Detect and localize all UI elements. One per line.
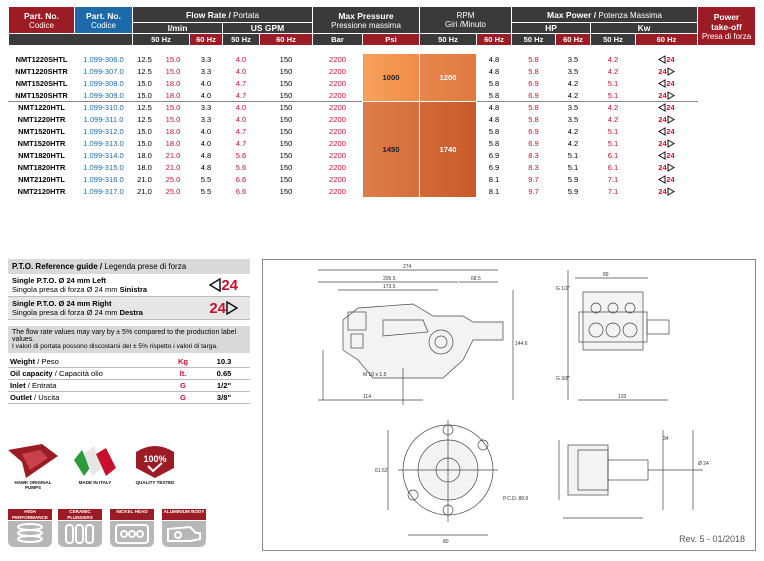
hp-50: 4.8: [477, 66, 512, 78]
kw-60: 6.1: [591, 162, 636, 174]
kw-50: 5.9: [556, 174, 591, 186]
pto-cell: [636, 174, 698, 186]
arrow-right-icon: [667, 187, 675, 196]
part-code: 1.099-308.0: [75, 78, 133, 90]
hz-label: 50 Hz: [223, 34, 260, 46]
pto-size: 24: [666, 150, 675, 160]
hp-50: 6.9: [477, 150, 512, 162]
property-unit: lt.: [179, 369, 187, 378]
flow-lmin-60: 18.0: [157, 138, 190, 150]
kw-60: 4.2: [591, 114, 636, 126]
flow-lmin-50: 12.5: [133, 54, 157, 66]
pto-header: Power take-off Presa di forza: [698, 7, 756, 46]
flow-gpm-60: 6.6: [223, 174, 260, 186]
pto-cell: [636, 186, 698, 198]
dim-133: 133: [618, 394, 627, 400]
feature-nickel: NICKEL HEAD: [110, 509, 154, 547]
arrow-right-icon: [667, 67, 675, 76]
flow-gpm-50: 3.3: [190, 102, 223, 114]
hp-60: 5.8: [512, 66, 556, 78]
property-name: Oil capacity / Capacità olio: [10, 369, 103, 378]
part-code: 1.099-315.0: [75, 162, 133, 174]
hz-label: 50 Hz: [591, 34, 636, 46]
pressure-bar: 150: [260, 174, 313, 186]
quality-pct: 100%: [143, 454, 167, 464]
kw-60: 5.1: [591, 126, 636, 138]
pto-cell: [636, 54, 698, 66]
pressure-psi: 2200: [313, 66, 363, 78]
td-model: NMT1520SHTR: [9, 90, 75, 102]
flow-gpm-50: 3.3: [190, 66, 223, 78]
flow-gpm-60: 4.7: [223, 78, 260, 90]
bar-label: Bar: [313, 34, 363, 46]
property-unit: Kg: [177, 357, 189, 366]
td-model: NMT1820HTR: [9, 162, 75, 174]
max-power-header: Max Power / Potenza Massima: [512, 7, 698, 23]
pressure-psi: 2200: [313, 174, 363, 186]
quality-label: QUALITY TESTED: [135, 480, 175, 485]
pto-cell: [636, 150, 698, 162]
td-model: NMT1520SHTL: [9, 78, 75, 90]
hp-60: 8.3: [512, 162, 556, 174]
td-model: NMT2120HTR: [9, 186, 75, 198]
flow-gpm-50: 4.8: [190, 162, 223, 174]
hp-60: 5.8: [512, 102, 556, 114]
flow-gpm-60: 5.6: [223, 162, 260, 174]
flow-gpm-60: 4.7: [223, 90, 260, 102]
dim-6152: 61.52: [375, 468, 388, 474]
property-row: [8, 356, 250, 368]
hp-50: 5.8: [477, 78, 512, 90]
pto-cell: [636, 162, 698, 174]
part-code: 1.099-311.0: [75, 114, 133, 126]
pto-cell: [636, 126, 698, 138]
flow-gpm-50: 5.5: [190, 186, 223, 198]
dim-80: 80: [443, 539, 449, 545]
td-model: NMT1820HTL: [9, 150, 75, 162]
hp-60: 6.9: [512, 138, 556, 150]
dim-274: 274: [403, 264, 412, 270]
property-value: 3/8": [216, 393, 232, 402]
pressure-bar: 150: [260, 78, 313, 90]
feature-aluminium: ALUMINIUM BODY: [162, 509, 206, 547]
kw-50: 3.5: [556, 102, 591, 114]
pto-cell: [636, 102, 698, 114]
lmin-header: l/min: [133, 23, 223, 34]
pressure-bar: 150: [260, 186, 313, 198]
hp-50: 4.8: [477, 54, 512, 66]
pto-size: 24: [658, 162, 667, 172]
property-unit: G: [180, 393, 186, 402]
kw-60: 6.1: [591, 150, 636, 162]
pto-cell: [636, 78, 698, 90]
pressure-psi: 2200: [313, 114, 363, 126]
rpm-50hz: 1000: [363, 54, 420, 102]
dim-thread: M 10 x 1.5: [363, 372, 387, 378]
dim-outlet: G 3/8": [556, 376, 571, 382]
part-code: 1.099-317.0: [75, 186, 133, 198]
td-model: NMT2120HTL: [9, 174, 75, 186]
dim-1735: 173.5: [383, 284, 396, 290]
kw-50: 5.9: [556, 186, 591, 198]
pto-size: 24: [658, 114, 667, 124]
pressure-bar: 150: [260, 66, 313, 78]
rpm-60hz: 1200: [420, 54, 477, 102]
hz-label: 60 Hz: [636, 34, 698, 46]
pto-left-icon: 24: [209, 277, 238, 294]
property-unit: G: [180, 381, 186, 390]
dim-34: 34: [663, 436, 669, 442]
flow-lmin-50: 12.5: [133, 114, 157, 126]
dim-1446: 144.6: [515, 341, 528, 347]
hz-label: 50 Hz: [420, 34, 477, 46]
flow-lmin-60: 18.0: [157, 90, 190, 102]
hp-50: 6.9: [477, 162, 512, 174]
dim-inlet: G 1/2": [556, 286, 571, 292]
flow-lmin-60: 15.0: [157, 54, 190, 66]
italy-flag-icon: [72, 446, 118, 478]
pto-size: 24: [658, 90, 667, 100]
flow-gpm-60: 4.0: [223, 102, 260, 114]
part-code: 1.099-307.0: [75, 66, 133, 78]
flow-lmin-60: 15.0: [157, 114, 190, 126]
pressure-psi: 2200: [313, 150, 363, 162]
kw-60: 5.1: [591, 138, 636, 150]
kw-header: Kw: [591, 23, 698, 34]
pto-size: 24: [666, 102, 675, 112]
flow-lmin-50: 21.0: [133, 186, 157, 198]
hz-label: 50 Hz: [512, 34, 556, 46]
usgpm-header: US GPM: [223, 23, 313, 34]
pto-size: 24: [666, 126, 675, 136]
part-code: 1.099-312.0: [75, 126, 133, 138]
pressure-psi: 2200: [313, 90, 363, 102]
kw-50: 5.1: [556, 150, 591, 162]
flow-lmin-50: 21.0: [133, 174, 157, 186]
pressure-psi: 2200: [313, 102, 363, 114]
rpm-60hz: 1740: [420, 102, 477, 198]
hp-60: 8.3: [512, 150, 556, 162]
flow-lmin-60: 18.0: [157, 78, 190, 90]
kw-50: 4.2: [556, 90, 591, 102]
rpm-50hz: 1450: [363, 102, 420, 198]
head-icon: [110, 521, 154, 547]
pto-right-icon: 24: [209, 300, 238, 317]
flow-lmin-60: 18.0: [157, 126, 190, 138]
hp-50: 8.1: [477, 186, 512, 198]
kw-50: 3.5: [556, 54, 591, 66]
kw-60: 7.1: [591, 186, 636, 198]
hp-60: 6.9: [512, 78, 556, 90]
pressure-bar: 150: [260, 150, 313, 162]
hp-60: 9.7: [512, 186, 556, 198]
flow-lmin-50: 15.0: [133, 90, 157, 102]
pressure-psi: 2200: [313, 138, 363, 150]
pressure-bar: 150: [260, 54, 313, 66]
flow-gpm-50: 4.0: [190, 138, 223, 150]
hp-60: 6.9: [512, 126, 556, 138]
kw-60: 4.2: [591, 54, 636, 66]
pressure-psi: 2200: [313, 186, 363, 198]
part-code: 1.099-316.0: [75, 174, 133, 186]
feature-performance: HIGH PERFORMANCE: [8, 509, 52, 547]
flow-gpm-50: 4.0: [190, 90, 223, 102]
kw-60: 5.1: [591, 78, 636, 90]
flow-lmin-50: 12.5: [133, 66, 157, 78]
pto-size: 24: [658, 138, 667, 148]
flow-lmin-50: 15.0: [133, 78, 157, 90]
pressure-bar: 150: [260, 114, 313, 126]
pump-drawing: [263, 260, 757, 552]
kw-50: 4.2: [556, 78, 591, 90]
rpm-header: RPM Giri /Minuto: [420, 7, 512, 34]
flow-gpm-50: 4.0: [190, 78, 223, 90]
flow-gpm-60: 6.6: [223, 186, 260, 198]
property-value: 10.3: [216, 357, 232, 366]
flow-gpm-60: 4.7: [223, 126, 260, 138]
flow-lmin-50: 15.0: [133, 138, 157, 150]
dim-pcd: P.C.D. 88.9: [503, 496, 529, 502]
dim-114: 114: [363, 394, 371, 400]
flow-gpm-50: 4.8: [190, 150, 223, 162]
technical-drawing: [262, 259, 756, 551]
flow-gpm-60: 4.0: [223, 66, 260, 78]
kw-50: 4.2: [556, 126, 591, 138]
td-model: NMT1520HTR: [9, 138, 75, 150]
kw-60: 4.2: [591, 102, 636, 114]
pto-size: 24: [666, 54, 675, 64]
pto-size: 24: [666, 78, 675, 88]
flow-lmin-60: 25.0: [157, 174, 190, 186]
pto-cell: [636, 114, 698, 126]
hz-label: 60 Hz: [556, 34, 591, 46]
spec-table: [8, 6, 756, 198]
kw-60: 7.1: [591, 174, 636, 186]
pto-guide: [8, 259, 250, 404]
property-name: Weight / Peso: [10, 357, 59, 366]
property-row: [8, 380, 250, 392]
flow-lmin-60: 25.0: [157, 186, 190, 198]
pressure-bar: 150: [260, 102, 313, 114]
hp-50: 4.8: [477, 102, 512, 114]
flow-lmin-60: 21.0: [157, 150, 190, 162]
flow-gpm-50: 5.5: [190, 174, 223, 186]
dim-89: 89: [603, 272, 609, 278]
pto-cell: [636, 138, 698, 150]
flow-gpm-60: 4.0: [223, 54, 260, 66]
hz-label: 60 Hz: [190, 34, 223, 46]
pump-body-icon: [162, 521, 206, 547]
property-value: 1/2": [216, 381, 232, 390]
hz-label: 50 Hz: [133, 34, 190, 46]
pto-cell: [636, 66, 698, 78]
hp-60: 5.8: [512, 54, 556, 66]
feature-ceramic: CERAMIC PLUNGERS: [58, 509, 102, 547]
td-model: NMT1220HTR: [9, 114, 75, 126]
flow-gpm-50: 3.3: [190, 114, 223, 126]
hp-header: HP: [512, 23, 591, 34]
flow-gpm-50: 4.0: [190, 126, 223, 138]
pressure-psi: 2200: [313, 162, 363, 174]
kw-50: 3.5: [556, 114, 591, 126]
spring-icon: [8, 521, 52, 547]
kw-50: 3.5: [556, 66, 591, 78]
pto-cell: [636, 90, 698, 102]
pressure-bar: 150: [260, 90, 313, 102]
pressure-bar: 150: [260, 162, 313, 174]
pressure-psi: 2200: [313, 54, 363, 66]
arrow-right-icon: [667, 91, 675, 100]
pto-size: 24: [666, 174, 675, 184]
badges-row: [8, 444, 258, 494]
flow-gpm-60: 4.7: [223, 138, 260, 150]
part-no-header: Part. No. Codice: [9, 7, 75, 34]
hp-50: 5.8: [477, 90, 512, 102]
property-name: Inlet / Entrata: [10, 381, 57, 390]
flow-lmin-50: 18.0: [133, 150, 157, 162]
property-row: [8, 392, 250, 404]
hp-50: 8.1: [477, 174, 512, 186]
psi-label: Psi: [363, 34, 420, 46]
pto-size: 24: [658, 186, 667, 196]
pto-size: 24: [658, 66, 667, 76]
flow-gpm-50: 3.3: [190, 54, 223, 66]
hz-label: 60 Hz: [477, 34, 512, 46]
kw-60: 5.1: [591, 90, 636, 102]
pressure-bar: 150: [260, 126, 313, 138]
part-code: 1.099-310.0: [75, 102, 133, 114]
flow-lmin-50: 15.0: [133, 126, 157, 138]
td-model: NMT1220HTL: [9, 102, 75, 114]
part-code: 1.099-309.0: [75, 90, 133, 102]
hawk-logo-icon: [8, 444, 58, 478]
kw-60: 4.2: [591, 66, 636, 78]
dim-2055: 205.5: [383, 276, 396, 282]
arrow-right-icon: [667, 163, 675, 172]
guide-title: P.T.O. Reference guide / Legenda prese di forza: [8, 259, 250, 274]
arrow-right-icon: [667, 115, 675, 124]
flow-note: The flow rate values may vary by ± 5% compared to the production label values. I valori di portata possono discostarsi del ± 5% rispetto i valori di targa.: [8, 326, 250, 353]
guide-left-row: Single P.T.O. Ø 24 mm Left Singola presa di forza Ø 24 mm Sinistra 24: [8, 274, 250, 297]
td-model: NMT1520HTL: [9, 126, 75, 138]
hp-60: 9.7: [512, 174, 556, 186]
arrow-right-icon: [667, 139, 675, 148]
part-code: 1.099-306.0: [75, 54, 133, 66]
flow-gpm-60: 5.6: [223, 150, 260, 162]
property-value: 0.65: [216, 369, 232, 378]
pressure-bar: 150: [260, 138, 313, 150]
revision-label: Rev. 5 - 01/2018: [679, 534, 745, 544]
max-pressure-header: Max Pressure Pressione massima: [313, 7, 420, 34]
kw-50: 4.2: [556, 138, 591, 150]
table-row: [9, 54, 756, 66]
td-model: NMT1220SHTR: [9, 66, 75, 78]
flow-lmin-50: 12.5: [133, 102, 157, 114]
hawk-label: HAWK ORIGINAL PUMPS: [14, 480, 52, 490]
dim-685: 68.5: [471, 276, 481, 282]
hp-60: 6.9: [512, 90, 556, 102]
property-name: Outlet / Uscita: [10, 393, 60, 402]
kw-50: 5.1: [556, 162, 591, 174]
flow-lmin-60: 15.0: [157, 102, 190, 114]
hp-50: 5.8: [477, 138, 512, 150]
hp-60: 5.8: [512, 114, 556, 126]
dim-shaft: Ø 24: [698, 461, 709, 467]
part-no-header-2: Part. No. Codice: [75, 7, 133, 34]
part-code: 1.099-313.0: [75, 138, 133, 150]
guide-right-row: Single P.T.O. Ø 24 mm Right Singola presa di forza Ø 24 mm Destra 24: [8, 297, 250, 320]
property-row: [8, 368, 250, 380]
flow-lmin-60: 21.0: [157, 162, 190, 174]
table-row: [9, 102, 756, 114]
pressure-psi: 2200: [313, 126, 363, 138]
italy-label: MADE IN ITALY: [78, 480, 112, 485]
part-code: 1.099-314.0: [75, 150, 133, 162]
hp-50: 5.8: [477, 126, 512, 138]
plungers-icon: [58, 521, 102, 547]
flow-lmin-60: 15.0: [157, 66, 190, 78]
flow-rate-header: Flow Rate / Portata: [133, 7, 313, 23]
properties-list: [8, 356, 250, 404]
pressure-psi: 2200: [313, 78, 363, 90]
flow-lmin-50: 18.0: [133, 162, 157, 174]
quality-icon: [134, 444, 176, 478]
flow-gpm-60: 4.0: [223, 114, 260, 126]
td-model: NMT1220SHTL: [9, 54, 75, 66]
hz-label: 60 Hz: [260, 34, 313, 46]
hp-50: 4.8: [477, 114, 512, 126]
